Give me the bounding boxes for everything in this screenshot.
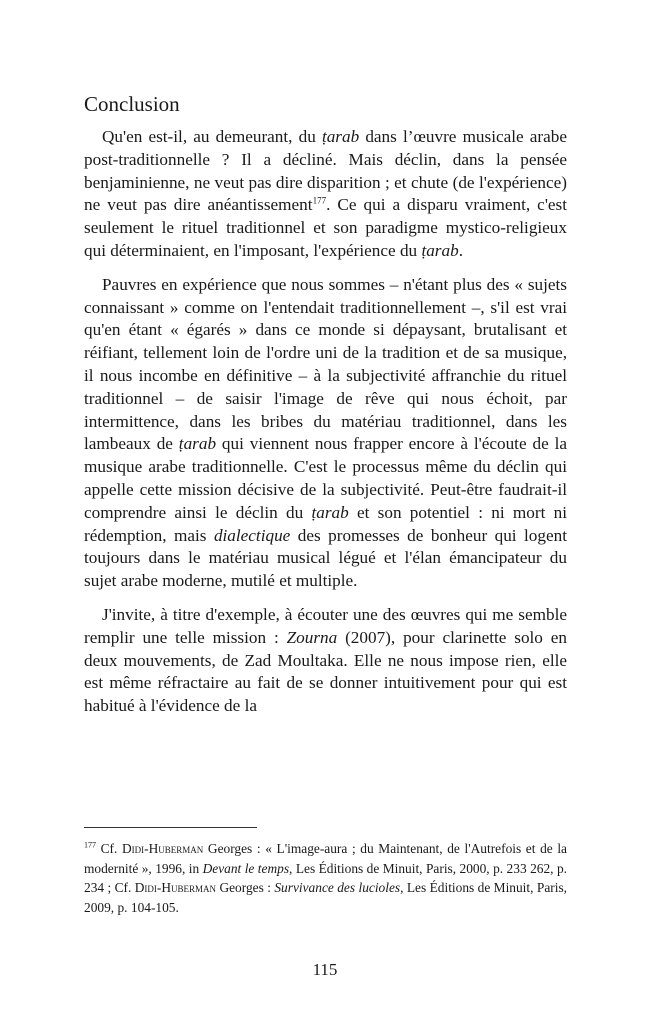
italic-run: ṭarab [321, 127, 360, 146]
text-run: Georges : [216, 880, 275, 895]
italic-run: Devant le temps [202, 860, 290, 876]
text-run: , Les Éditions de Minuit, Paris, 2009, p. 104-105. [84, 880, 567, 915]
text-run: Pauvres en expérience que nous sommes – n'étant plus des « sujets connaissant » comme on l'entendait traditionnellement –, s'il est vrai qu'en étant « égarés » dans ce monde si dépaysant, brutalisant et réifiant, tellement loin de l'ordre uni de la tradition et de sa musique, il nous incombe en définitive – à la subjectivité affranchie du rituel traditionnel – de saisir l'image de rêve qui nous échoit, par intermittence, dans les bribes du matériau traditionnel, dans les lambeaux de [84, 274, 567, 454]
footnote-177 [84, 839, 567, 917]
italic-run: Zourna [286, 627, 338, 647]
page-number: 115 [312, 960, 338, 979]
italic-run: ṭarab [178, 434, 217, 454]
author-name: Didi-Huberman [134, 880, 217, 895]
text-run: et son potentiel : ni mort ni rédemption, mais [84, 502, 567, 545]
text-run: Cf. [96, 841, 122, 856]
text-run: Georges : « L'image-aura ; du Maintenant, de l'Autrefois et de la modernité », 1996, in [84, 841, 567, 876]
text-run: , Les Éditions de Minuit, Paris, 2000, p. 233 262, p. 234 ; Cf. [84, 860, 567, 895]
italic-run: ṭarab [421, 240, 459, 260]
footnote-ref: 177 [84, 840, 96, 850]
page-body [84, 90, 567, 718]
footnote-ref: 177 [312, 195, 327, 206]
section-heading: Conclusion [84, 92, 180, 116]
text-run: qui viennent nous frapper encore à l'écoute de la musique arabe traditionnelle. C'est le processus même du déclin qui appelle cette mission décisive de la subjectivité. Peut-être faudrait-il comprendre ainsi le déclin du [84, 434, 567, 522]
paragraph-2 [84, 274, 567, 593]
paragraph-1 [84, 126, 567, 263]
italic-run: dialectique [213, 525, 291, 545]
text-run: . [458, 240, 463, 260]
text-run: des promesses de bonheur qui logent toujours dans le matériau musical légué et l'élan émancipateur du sujet arabe moderne, mutilé et multiple. [84, 525, 567, 591]
footnote-separator [84, 827, 257, 828]
paragraph-3 [84, 604, 567, 718]
text-run: (2007), pour clarinette solo en deux mouvements, de Zad Moultaka. Elle ne nous impose rien, elle est même réfractaire au fait de se donner intuitivement pour qui est habitué à l'évidence de la [84, 627, 567, 716]
text-run: . Ce qui a disparu vraiment, c'est seulement le rituel traditionnel et son paradigme mystico-religieux qui déterminaient, en l'imposant, l'expérience du [84, 195, 568, 260]
italic-run: ṭarab [311, 502, 349, 522]
text-run: dans l’œuvre musicale arabe post-traditionnelle ? Il a décliné. Mais déclin, dans la pensée benjaminienne, ne veut pas dire disparition ; et chute (de l'expérience) ne veut pas dire anéantissement [84, 127, 567, 215]
text-run: Qu'en est-il, au demeurant, du [102, 127, 322, 146]
italic-run: Survivance des lucioles [274, 880, 401, 895]
text-run: J'invite, à titre d'exemple, à écouter une des œuvres qui me semble remplir une telle mission : [84, 604, 567, 647]
author-name: Didi-Huberman [121, 841, 204, 856]
